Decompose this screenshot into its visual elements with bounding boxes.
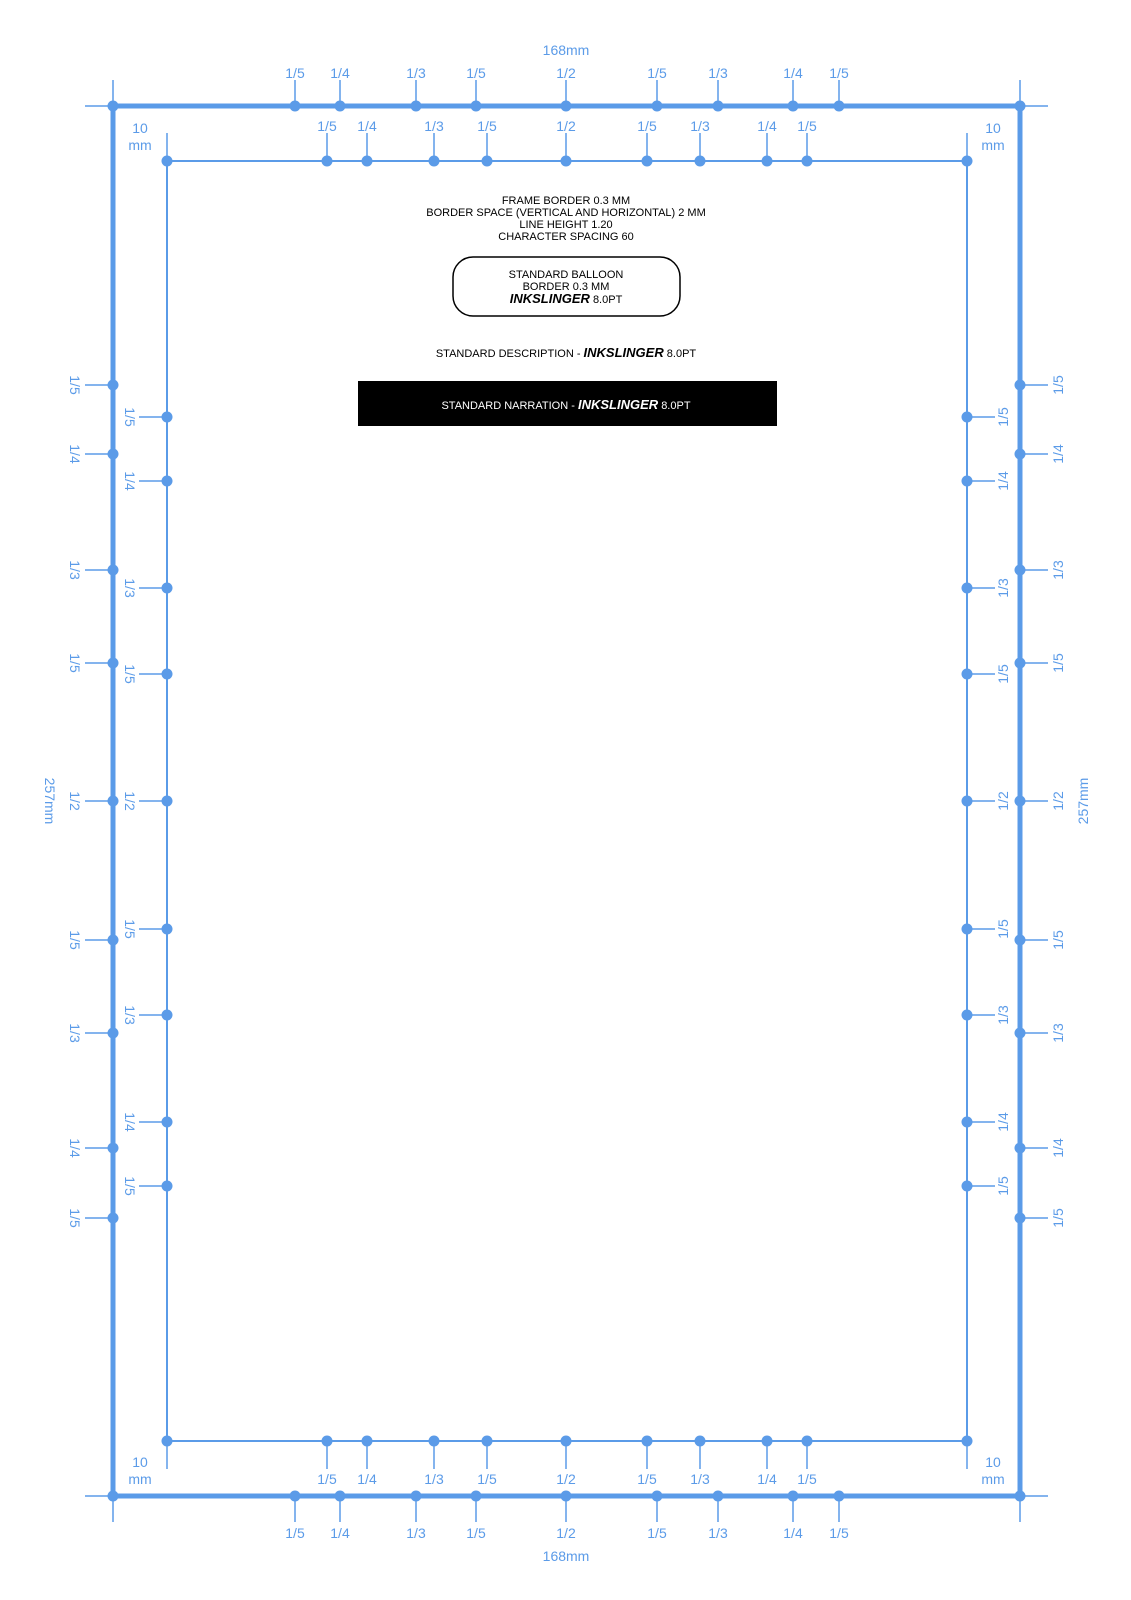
inner-right-tick-6: [962, 919, 1012, 939]
height-label-right: 257mm: [1075, 777, 1091, 825]
svg-text:1/5: 1/5: [477, 1471, 497, 1487]
svg-text:1/5: 1/5: [995, 919, 1011, 939]
width-label-bottom: 168mm: [542, 1548, 590, 1564]
svg-text:1/4: 1/4: [783, 1525, 803, 1541]
inner-right-tick-7: [962, 1005, 1012, 1025]
svg-text:1/5: 1/5: [637, 1471, 657, 1487]
svg-text:1/3: 1/3: [424, 118, 444, 134]
svg-text:1/4: 1/4: [67, 1138, 83, 1158]
inner-bottom-tick-7: [690, 1436, 710, 1488]
svg-text:1/5: 1/5: [466, 1525, 486, 1541]
svg-text:1/5: 1/5: [466, 65, 486, 81]
inner-right-ticks: [962, 407, 1012, 1196]
inner-bottom-tick-5: [556, 1436, 576, 1488]
svg-text:1/4: 1/4: [1050, 1138, 1066, 1158]
inner-left-tick-2: [122, 471, 173, 491]
balloon-title: Standard balloon: [508, 269, 624, 281]
inner-top-tick-9: [797, 118, 817, 167]
inner-right-tick-2: [962, 471, 1012, 491]
svg-text:1/5: 1/5: [797, 118, 817, 134]
svg-text:1/4: 1/4: [995, 471, 1011, 491]
inner-left-tick-9: [122, 1176, 173, 1196]
inner-top-tick-2: [357, 118, 377, 167]
inner-right-tick-5: [962, 791, 1012, 811]
inner-left-tick-3: [122, 578, 173, 598]
svg-text:1/2: 1/2: [556, 1525, 576, 1541]
svg-text:1/2: 1/2: [1050, 791, 1066, 811]
svg-text:1/4: 1/4: [67, 444, 83, 464]
balloon-font: Inkslinger 8.0pt: [509, 291, 623, 306]
inner-bottom-tick-4: [477, 1436, 497, 1488]
svg-text:10: 10: [985, 120, 1001, 136]
inner-top-tick-1: [317, 118, 337, 167]
svg-text:1/3: 1/3: [122, 578, 138, 598]
svg-text:1/4: 1/4: [122, 471, 138, 491]
svg-text:1/3: 1/3: [406, 65, 426, 81]
inner-left-tick-7: [122, 1005, 173, 1025]
svg-text:1/4: 1/4: [330, 65, 350, 81]
svg-text:10: 10: [132, 120, 148, 136]
svg-text:1/3: 1/3: [406, 1525, 426, 1541]
svg-text:1/3: 1/3: [1050, 560, 1066, 580]
inner-right-tick-8: [962, 1112, 1012, 1132]
svg-text:1/5: 1/5: [317, 118, 337, 134]
svg-text:1/5: 1/5: [477, 118, 497, 134]
svg-text:1/3: 1/3: [1050, 1023, 1066, 1043]
svg-text:1/5: 1/5: [995, 407, 1011, 427]
svg-text:mm: mm: [981, 137, 1005, 153]
svg-text:1/5: 1/5: [285, 65, 305, 81]
info-line-height: Line height 1.20: [519, 219, 613, 231]
inner-right-tick-1: [962, 407, 1012, 427]
inner-left-tick-4: [122, 664, 173, 684]
svg-text:1/5: 1/5: [67, 1208, 83, 1228]
inner-top-tick-3: [424, 118, 444, 167]
svg-text:1/4: 1/4: [783, 65, 803, 81]
inner-bottom-tick-2: [357, 1436, 377, 1488]
svg-text:1/2: 1/2: [556, 1471, 576, 1487]
svg-text:1/3: 1/3: [67, 1023, 83, 1043]
info-frame-border: Frame border 0.3 mm: [501, 195, 631, 207]
svg-text:1/5: 1/5: [829, 1525, 849, 1541]
inner-bottom-tick-6: [637, 1436, 657, 1488]
svg-text:1/3: 1/3: [995, 578, 1011, 598]
balloon-border: Border 0.3 mm: [522, 281, 610, 293]
inner-top-ticks: [317, 118, 817, 167]
inner-left-tick-6: [122, 919, 173, 939]
svg-text:10: 10: [985, 1454, 1001, 1470]
svg-text:1/5: 1/5: [995, 1176, 1011, 1196]
svg-text:1/3: 1/3: [690, 118, 710, 134]
inner-left-tick-5: [122, 791, 173, 811]
svg-text:mm: mm: [981, 1471, 1005, 1487]
svg-text:1/5: 1/5: [637, 118, 657, 134]
inner-right-tick-9: [962, 1176, 1012, 1196]
svg-text:1/5: 1/5: [122, 407, 138, 427]
inner-top-tick-4: [477, 118, 497, 167]
inner-right-tick-4: [962, 664, 1012, 684]
svg-text:1/5: 1/5: [647, 65, 667, 81]
svg-text:mm: mm: [128, 137, 152, 153]
svg-text:1/4: 1/4: [357, 1471, 377, 1487]
svg-text:1/3: 1/3: [424, 1471, 444, 1487]
svg-text:1/5: 1/5: [1050, 375, 1066, 395]
height-label-left: 257mm: [42, 777, 58, 825]
svg-text:1/4: 1/4: [357, 118, 377, 134]
inner-bottom-ticks: [317, 1436, 817, 1488]
svg-text:1/5: 1/5: [67, 930, 83, 950]
svg-text:1/3: 1/3: [708, 65, 728, 81]
svg-text:1/3: 1/3: [67, 560, 83, 580]
svg-text:1/5: 1/5: [829, 65, 849, 81]
svg-text:1/4: 1/4: [1050, 444, 1066, 464]
inner-crop-lines: [167, 133, 967, 1469]
svg-text:1/5: 1/5: [122, 664, 138, 684]
inner-top-tick-8: [757, 118, 777, 167]
svg-text:1/3: 1/3: [995, 1005, 1011, 1025]
inner-top-tick-7: [690, 118, 710, 167]
inner-left-tick-8: [122, 1112, 173, 1132]
info-character-spacing: Character spacing 60: [498, 231, 634, 243]
svg-text:1/5: 1/5: [317, 1471, 337, 1487]
svg-text:1/3: 1/3: [122, 1005, 138, 1025]
margin-label-bottom-right: [981, 1454, 1004, 1487]
svg-text:1/3: 1/3: [708, 1525, 728, 1541]
svg-text:Standard narration - Inkslinge: Standard narration - Inkslinger 8.0pt: [441, 397, 691, 412]
svg-text:1/5: 1/5: [285, 1525, 305, 1541]
svg-text:mm: mm: [128, 1471, 152, 1487]
inner-bottom-tick-3: [424, 1436, 444, 1488]
svg-text:1/5: 1/5: [797, 1471, 817, 1487]
info-border-space: Border space (vertical and horizontal) 2 mm: [426, 207, 706, 219]
svg-text:1/4: 1/4: [122, 1112, 138, 1132]
inner-bottom-tick-8: [757, 1436, 777, 1488]
standard-narration: [358, 381, 777, 426]
inner-left-tick-1: [122, 407, 173, 427]
svg-text:1/5: 1/5: [1050, 1208, 1066, 1228]
standard-balloon: [453, 257, 680, 316]
svg-text:1/4: 1/4: [995, 1112, 1011, 1132]
svg-text:1/4: 1/4: [757, 1471, 777, 1487]
inner-bottom-tick-9: [797, 1436, 817, 1488]
svg-text:1/5: 1/5: [1050, 653, 1066, 673]
svg-text:1/5: 1/5: [995, 664, 1011, 684]
inner-left-ticks: [122, 407, 173, 1196]
svg-text:1/2: 1/2: [995, 791, 1011, 811]
margin-label-top-left: [128, 120, 151, 153]
svg-text:1/5: 1/5: [67, 375, 83, 395]
inner-top-tick-5: [556, 118, 576, 167]
svg-text:1/5: 1/5: [122, 1176, 138, 1196]
svg-text:1/5: 1/5: [647, 1525, 667, 1541]
svg-text:1/2: 1/2: [122, 791, 138, 811]
standard-description: Standard description - Inkslinger 8.0pt: [435, 345, 697, 360]
svg-text:1/2: 1/2: [556, 65, 576, 81]
svg-text:1/5: 1/5: [122, 919, 138, 939]
svg-text:1/4: 1/4: [330, 1525, 350, 1541]
svg-text:10: 10: [132, 1454, 148, 1470]
inner-bottom-tick-1: [317, 1436, 337, 1488]
inner-top-tick-6: [637, 118, 657, 167]
inner-right-tick-3: [962, 578, 1012, 598]
margin-label-bottom-left: [128, 1454, 151, 1487]
width-label-top: 168mm: [542, 42, 590, 58]
svg-text:1/4: 1/4: [757, 118, 777, 134]
svg-text:1/5: 1/5: [67, 653, 83, 673]
margin-label-top-right: [981, 120, 1004, 153]
svg-text:1/5: 1/5: [1050, 930, 1066, 950]
frame-info-block: [426, 195, 706, 243]
svg-text:1/3: 1/3: [690, 1471, 710, 1487]
svg-text:1/2: 1/2: [556, 118, 576, 134]
svg-text:1/2: 1/2: [67, 791, 83, 811]
